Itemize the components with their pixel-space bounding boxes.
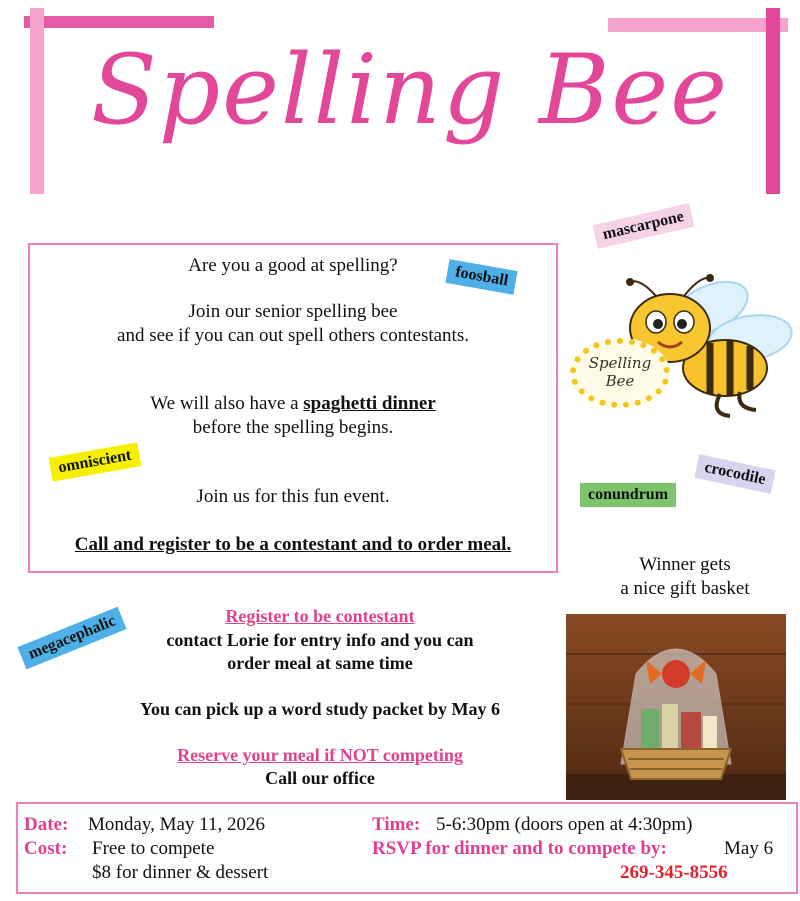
dinner-line-2: before the spelling begins. [192,417,394,438]
register-heading: Register to be contestant [225,606,415,626]
tag-crocodile: crocodile [694,454,775,494]
page-title: Spelling Bee [90,34,730,146]
tag-omniscient: omniscient [49,442,142,481]
time-value: 5-6:30pm (doors open at 4:30pm) [436,814,693,835]
top-left-bar-vertical [30,8,44,194]
tag-megacephalic: megacephalic [17,607,127,670]
cost-label: Cost: [24,838,68,859]
info-box [28,243,558,573]
time-label: Time: [372,814,421,835]
top-right-bar-horizontal [608,18,788,32]
register-line-2: order meal at same time [227,653,413,673]
winner-line-1: Winner gets [639,554,731,575]
tag-mascarpone: mascarpone [593,203,695,249]
study-packet-text: You can pick up a word study packet by May 6 [139,699,501,719]
cost-line-1: Free to compete [92,838,215,859]
badge-line-2: Bee [605,372,635,390]
call-register-text: Call and register to be a contestant and to order meal. [74,534,512,555]
rsvp-value: May 6 [724,838,774,859]
top-right-bar-vertical [766,8,780,194]
tag-conundrum: conundrum [580,483,676,507]
reserve-meal-heading: Reserve your meal if NOT competing [177,745,463,765]
tag-foosball: foosball [445,259,517,295]
intro-join-1: Join our senior spelling bee [188,301,398,322]
date-label: Date: [24,814,69,835]
date-value: Monday, May 11, 2026 [88,814,265,835]
cost-line-2: $8 for dinner & dessert [92,862,269,883]
badge-line-1: Spelling [588,354,652,372]
fun-event-text: Join us for this fun event. [196,486,390,507]
intro-question: Are you a good at spelling? [188,255,398,276]
spaghetti-dinner-text: spaghetti dinner [303,393,436,414]
event-details-box [16,802,798,894]
spelling-bee-badge [570,338,670,408]
dinner-line: We will also have a spaghetti dinner [150,393,436,414]
call-office-text: Call our office [265,768,375,788]
winner-line-2: a nice gift basket [620,578,750,599]
top-left-bar-horizontal [24,16,214,28]
intro-join-2: and see if you can out spell others contestants. [117,325,469,346]
rsvp-label: RSVP for dinner and to compete by: [372,838,667,859]
register-line-1: contact Lorie for entry info and you can [166,630,474,650]
phone-number[interactable]: 269-345-8556 [620,862,728,883]
